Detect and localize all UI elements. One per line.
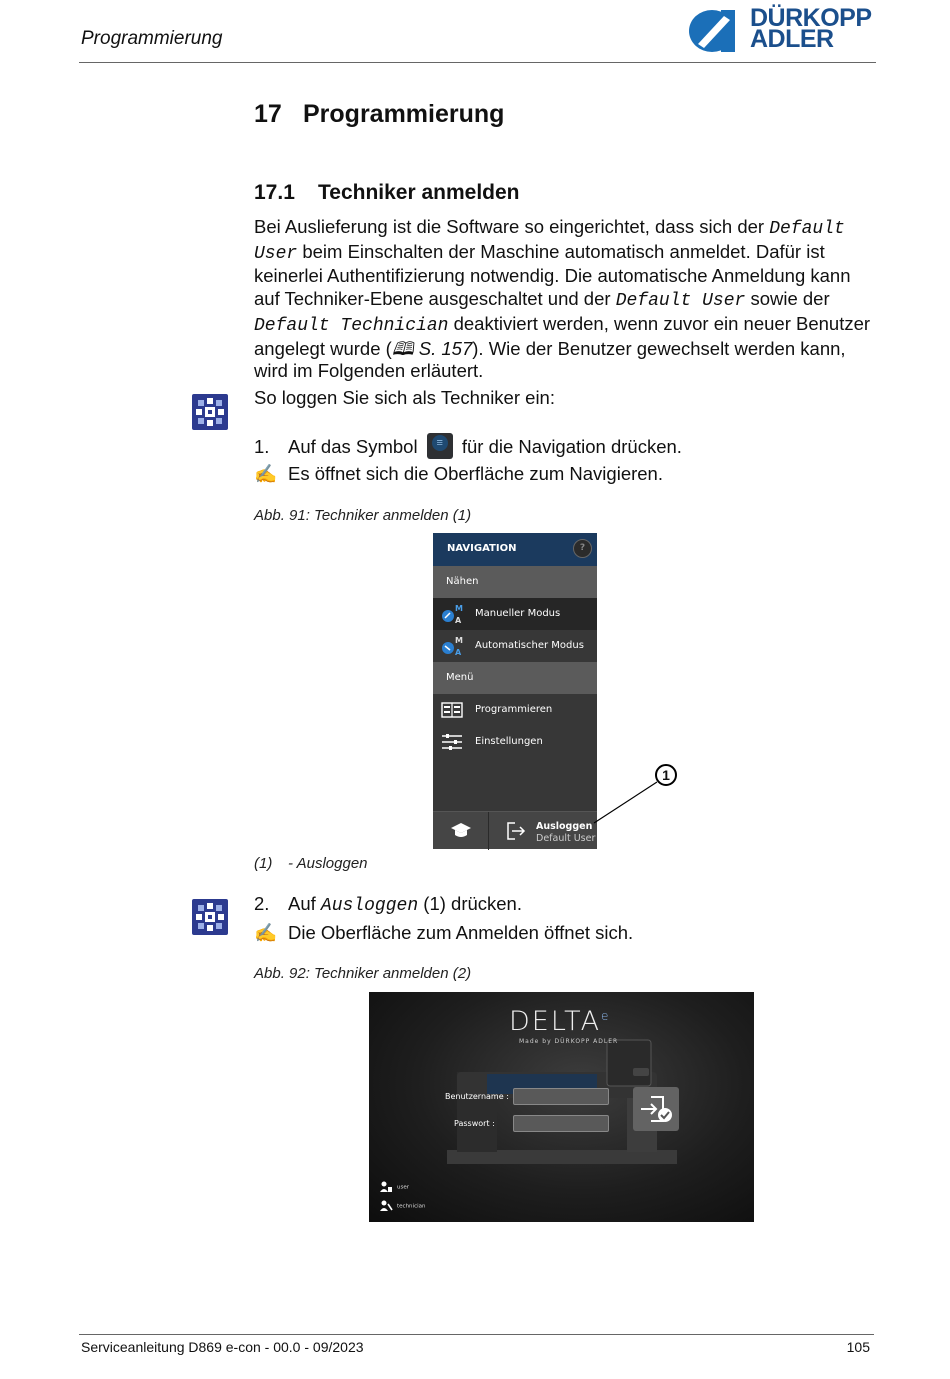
delta-tagline: Made by DÜRKOPP ADLER [519,1038,619,1045]
nav-item-manual-mode[interactable]: M A Manueller Modus [433,598,597,630]
nav-item-automatic-mode[interactable]: M A Automatischer Modus [433,630,597,662]
callout-marker: 1 [655,764,677,786]
programming-icon [441,700,463,720]
automatic-mode-icon [441,636,463,656]
step-1: 1. Auf das Symbol ≡ für die Navigation drücken. [254,433,682,459]
login-arrow-icon [633,1087,679,1131]
user-icon [379,1181,393,1193]
body-paragraph: Bei Auslieferung ist die Software so eingerichtet, dass sich der Default User beim Einschalten der Maschine automatisch anmeldet. Dafür ist keinerlei Authentifizierung notwendig. Die automatische Anmeldung kann auf Techniker-Ebene ausgeschaltet und der Default User sowie der Default Technician deaktiviert werden, wenn zuvor ein neuer Benutzer angelegt wurde (🕮 S. 157). Wie der Benutzer gewechselt werden kann, wird im Folgenden erläutert. [254,216,871,382]
figure-legend: (1) - Ausloggen [254,855,368,872]
figure-caption: Abb. 91: Techniker anmelden (1) [254,507,472,524]
technician-level-icon [192,394,228,430]
help-icon[interactable]: ? [573,539,592,558]
svg-text:M: M [455,636,463,645]
login-screen [369,992,754,1222]
navigation-menu-icon [427,433,453,459]
technician-login-option[interactable]: technician [379,1200,425,1212]
settings-sliders-icon [441,732,463,752]
logo-mark-icon [688,8,748,54]
graduation-cap-icon[interactable] [450,822,472,840]
nav-group-menu: Menü [433,662,597,694]
login-button[interactable] [633,1087,679,1131]
footer-separator [488,812,489,850]
result-2: ✍ Die Oberfläche zum Anmelden öffnet sich. [254,922,634,943]
result-arrow-icon: ✍ [254,922,278,943]
page-number: 105 [846,1339,870,1355]
logged-in-user: Default User [536,833,596,844]
logout-button[interactable]: Ausloggen [536,821,593,832]
nav-item-settings[interactable]: Einstellungen [433,726,597,758]
svg-text:A: A [455,648,462,656]
chapter-heading: 17 Programmierung [254,100,505,128]
book-reference[interactable]: 🕮 S. 157 [391,337,473,359]
password-input[interactable] [513,1115,609,1132]
manual-mode-icon [441,604,463,624]
navigation-panel [433,533,597,849]
nav-group-sewing: Nähen [433,566,597,598]
result-arrow-icon: ✍ [254,463,278,484]
svg-text:M: M [455,604,463,613]
svg-text:A: A [455,616,462,624]
technician-icon [379,1200,393,1212]
logout-icon[interactable] [506,822,526,840]
running-header: Programmierung [81,28,223,49]
section-heading: 17.1 Techniker anmelden [254,181,520,204]
logo-text: DÜRKOPP ADLER [750,4,872,53]
nav-footer [433,811,597,849]
password-label: Passwort : [454,1119,495,1128]
header-divider [79,62,876,63]
user-login-option[interactable]: user [379,1181,409,1193]
delta-logo: DELTA$^e$ [509,1006,611,1037]
nav-header: NAVIGATION ? [433,533,597,566]
username-input[interactable] [513,1088,609,1105]
footer-document-info: Serviceanleitung D869 e-con - 00.0 - 09/2023 [81,1339,364,1355]
nav-item-programming[interactable]: Programmieren [433,694,597,726]
figure-caption: Abb. 92: Techniker anmelden (2) [254,965,472,982]
duerkopp-adler-logo [688,4,878,54]
instruction-intro: So loggen Sie sich als Techniker ein: [254,387,555,408]
footer-divider [79,1334,874,1335]
technician-level-icon [192,899,228,935]
result-1: ✍ Es öffnet sich die Oberfläche zum Navigieren. [254,463,663,484]
username-label: Benutzername : [445,1092,509,1101]
step-2: 2. Auf Ausloggen (1) drücken. [254,893,522,916]
